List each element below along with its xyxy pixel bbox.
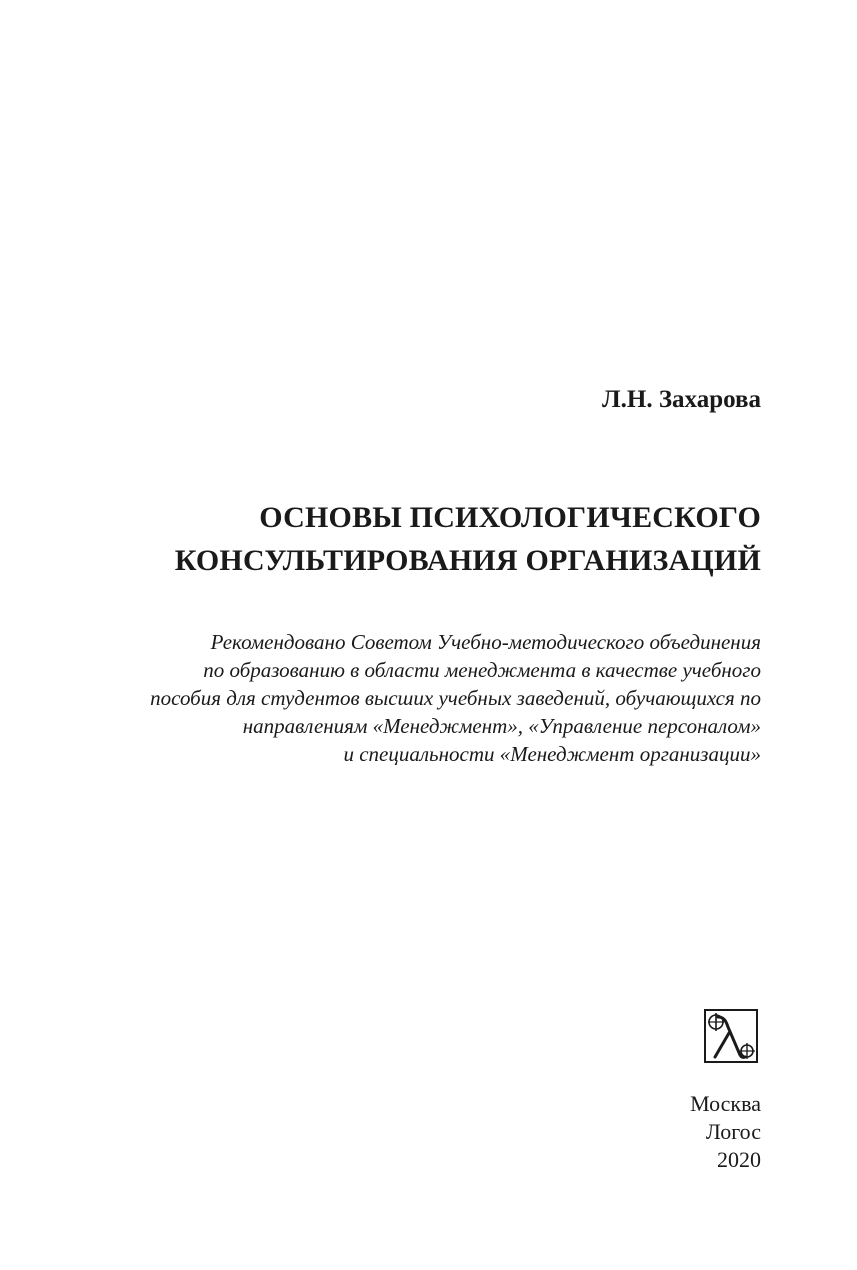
imprint (690, 1090, 761, 1174)
book-title (175, 496, 761, 582)
book-title-line: ОСНОВЫ ПСИХОЛОГИЧЕСКОГО (259, 501, 761, 534)
imprint-year: 2020 (717, 1147, 761, 1172)
author-name: Л.Н. Захарова (602, 386, 761, 413)
recommendation-line: Рекомендовано Советом Учебно-методического объединения (210, 630, 761, 654)
lambda-logo-icon (704, 1009, 758, 1063)
recommendation-line: пособия для студентов высших учебных заведений, обучающихся по (150, 686, 761, 710)
book-title-line: КОНСУЛЬТИРОВАНИЯ ОРГАНИЗАЦИЙ (174, 544, 761, 577)
recommendation-note (150, 628, 761, 768)
publisher-logo (704, 1009, 758, 1063)
imprint-publisher: Логос (705, 1119, 761, 1144)
recommendation-line: по образованию в области менеджмента в качестве учебного (203, 658, 761, 682)
recommendation-line: и специальности «Менеджмент организации» (343, 742, 761, 766)
imprint-city: Москва (690, 1091, 761, 1116)
recommendation-line: направлениям «Менеджмент», «Управление персоналом» (242, 714, 761, 738)
